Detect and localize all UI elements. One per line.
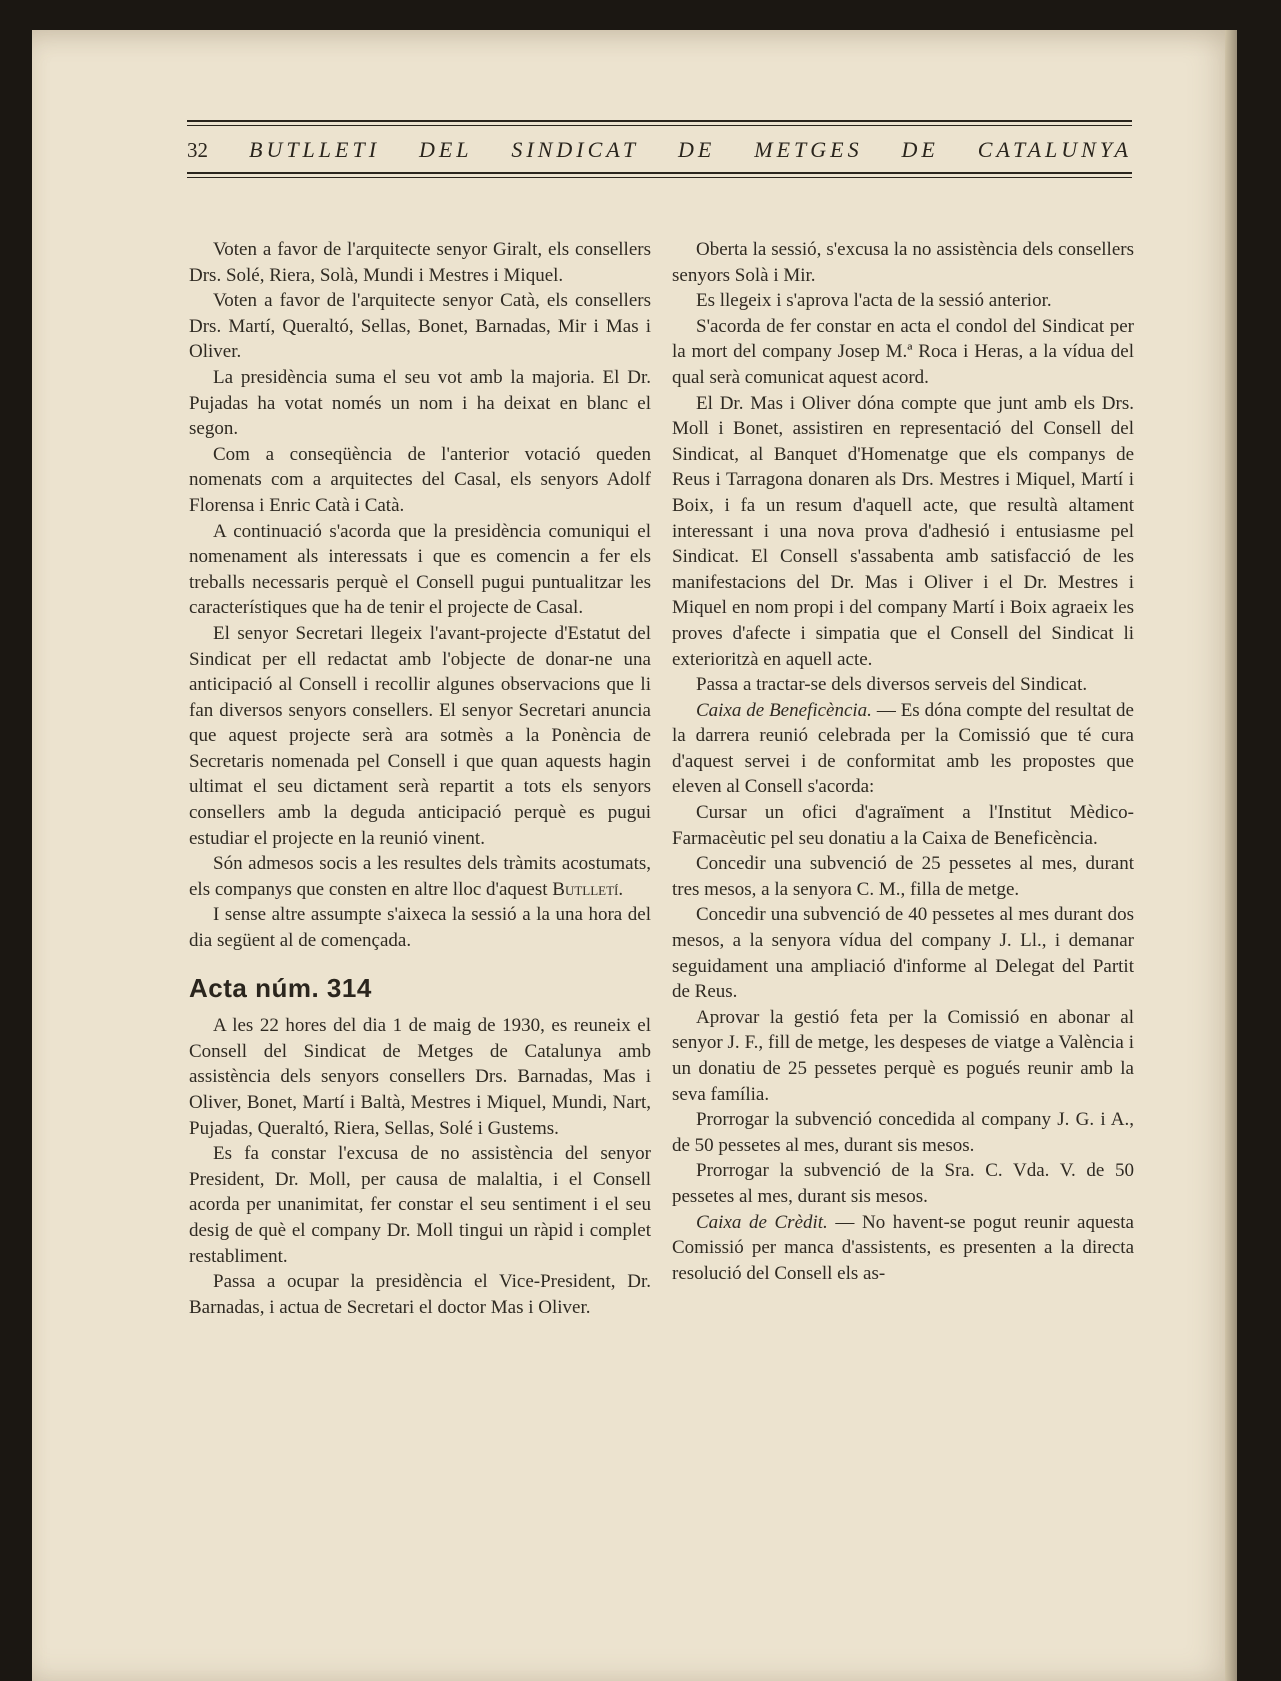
paragraph: Concedir una subvenció de 40 pessetes al mes durant dos mesos, a la senyora vídua del company J. Ll., i demanar seguidament una ampliació d'informe al Delegat del Partit de Reus. [672, 904, 1134, 1003]
paragraph-text: — Es dóna compte del resultat de la darrera reunió celebrada per la Comissió que té cura d'aquest servei i de conformitat amb les propostes que eleven al Consell s'acorda: [672, 699, 1134, 798]
paragraph: Passa a ocupar la presidència el Vice-President, Dr. Barnadas, i actua de Secretari el doctor Mas i Oliver. [189, 1271, 651, 1318]
italic-label: Caixa de Crèdit. [696, 1211, 828, 1233]
paragraph: Prorrogar la subvenció de la Sra. C. Vda. V. de 50 pessetes al mes, durant sis mesos. [672, 1160, 1134, 1207]
title-word: DE [901, 137, 939, 162]
running-title [249, 137, 1132, 163]
header-rule-bottom [187, 172, 1132, 174]
paragraph: Com a conseqüència de l'anterior votació queden nomenats com a arquitectes del Casal, els senyors Adolf Florensa i Enric Catà i Catà. [189, 443, 651, 516]
paragraph: La presidència suma el seu vot amb la majoria. El Dr. Pujadas ha votat només un nom i ha deixat en blanc el segon. [189, 366, 651, 440]
paragraph-text: . [618, 878, 624, 900]
paragraph: Aprovar la gestió feta per la Comissió en abonar al senyor J. F., fill de metge, les despeses de viatge a València i un donatiu de 25 pessetes perquè es pogués reunir amb la seva família. [672, 1006, 1134, 1105]
paragraph-text: Són admesos socis a les resultes dels tràmits acostumats, els companys que consten en altre lloc d'aquest [189, 853, 651, 900]
right-column [672, 237, 1134, 1286]
paragraph: Voten a favor de l'arquitecte senyor Giralt, els consellers Drs. Solé, Riera, Solà, Mundi i Mestres i Miquel. [189, 239, 651, 286]
paragraph: Oberta la sessió, s'excusa la no assistència dels consellers senyors Solà i Mir. [672, 239, 1134, 286]
running-header [187, 120, 1132, 182]
paragraph: Voten a favor de l'arquitecte senyor Catà, els consellers Drs. Martí, Queraltó, Sellas, Bonet, Barnadas, Mir i Mas i Oliver. [189, 290, 651, 363]
paragraph: Es llegeix i s'aprova l'acta de la sessió anterior. [696, 290, 1052, 312]
header-rule-top [187, 120, 1132, 122]
paragraph [672, 698, 1134, 800]
title-word: METGES [754, 137, 863, 162]
title-word: BUTLLETI [249, 137, 381, 162]
header-row [187, 131, 1132, 169]
paragraph: Prorrogar la subvenció concedida al company J. G. i A., de 50 pessetes al mes, durant sis mesos. [672, 1109, 1134, 1156]
paragraph-text: — No havent-se pogut reunir aquesta Comissió per manca d'assistents, es presenten a la directa resolució del Consell els as- [672, 1211, 1134, 1284]
section-heading: Acta núm. 314 [189, 972, 372, 1003]
paragraph: I sense altre assumpte s'aixeca la sessió a la una hora del dia següent al de començada. [189, 904, 651, 952]
paragraph: A les 22 hores del dia 1 de maig de 1930, es reuneix el Consell del Sindicat de Metges de Catalunya amb assistència dels senyors consellers Drs. Barnadas, Mas i Oliver, Bonet, Martí i Baltà, Mestres i Miquel, Mundi, Nart, Pujadas, Queraltó, Riera, Sellas, Solé i Gustems. [189, 1015, 651, 1139]
page-number: 32 [187, 137, 208, 162]
page-edge [1225, 30, 1237, 1681]
title-word: SINDICAT [511, 137, 640, 162]
header-rule-top-thin [187, 125, 1132, 126]
bulletin-name: Butlletí [552, 878, 619, 900]
header-rule-bottom-thin [187, 177, 1132, 178]
paragraph [189, 851, 651, 902]
paragraph: Cursar un ofici d'agraïment a l'Institut Mèdico-Farmacèutic pel seu donatiu a la Caixa de Beneficència. [672, 802, 1134, 849]
paragraph: Passa a tractar-se dels diversos serveis del Sindicat. [696, 674, 1088, 696]
paragraph [672, 1210, 1134, 1287]
paragraph: A continuació s'acorda que la presidència comuniqui el nomenament als interessats i que es comencin a fer els treballs necessaris perquè el Consell pugui puntualitzar les característiques que ha de tenir el projecte de Casal. [189, 520, 651, 619]
paragraph: El Dr. Mas i Oliver dóna compte que junt amb els Drs. Moll i Bonet, assistiren en representació del Consell del Sindicat, al Banquet d'Homenatge que els companys de Reus i Tarragona donaren als Drs. Mestres i Miquel, Martí i Boix, i fa un resum d'aquell acte, que resultà altament interessant i una nova prova d'adhesió i entusiasme pel Sindicat. El Consell s'assabenta amb satisfacció de les manifestacions del Dr. Mas i Oliver i el Dr. Mestres i Miquel en nom propi i del company Martí i Boix agraeix les proves d'afecte i simpatia que el Consell del Sindicat li exterioritzà en aquell acte. [672, 392, 1134, 670]
italic-label: Caixa de Beneficència. [696, 699, 872, 721]
paragraph: El senyor Secretari llegeix l'avant-projecte d'Estatut del Sindicat per ell redactat amb l'objecte de donar-ne una anticipació al Consell i recollir algunes observacions que li fan diversos senyors consellers. El senyor Secretari anuncia que aquest projecte serà ara sotmès a la Ponència de Secretaris nomenada pel Consell i que quan aquests hagin ultimat el seu dictament serà repartit a tots els senyors consellers amb la deguda anticipació perquè es pugui estudiar el projecte en la reunió vinent. [189, 622, 651, 849]
paragraph: Concedir una subvenció de 25 pessetes al mes, durant tres mesos, a la senyora C. M., filla de metge. [672, 853, 1134, 900]
document-page [32, 30, 1237, 1681]
title-word: CATALUNYA [977, 137, 1132, 162]
left-column [189, 237, 651, 1320]
title-word: DEL [418, 137, 473, 162]
title-word: DE [678, 137, 716, 162]
paragraph: Es fa constar l'excusa de no assistència del senyor President, Dr. Moll, per causa de malaltia, i el Consell acorda per unanimitat, fer constar el seu sentiment i el seu desig de què el company Dr. Moll tingui un ràpid i complet restabliment. [189, 1143, 651, 1267]
paragraph: S'acorda de fer constar en acta el condol del Sindicat per la mort del company Josep M.ª Roca i Heras, a la vídua del qual serà comunicat aquest acord. [672, 315, 1134, 388]
